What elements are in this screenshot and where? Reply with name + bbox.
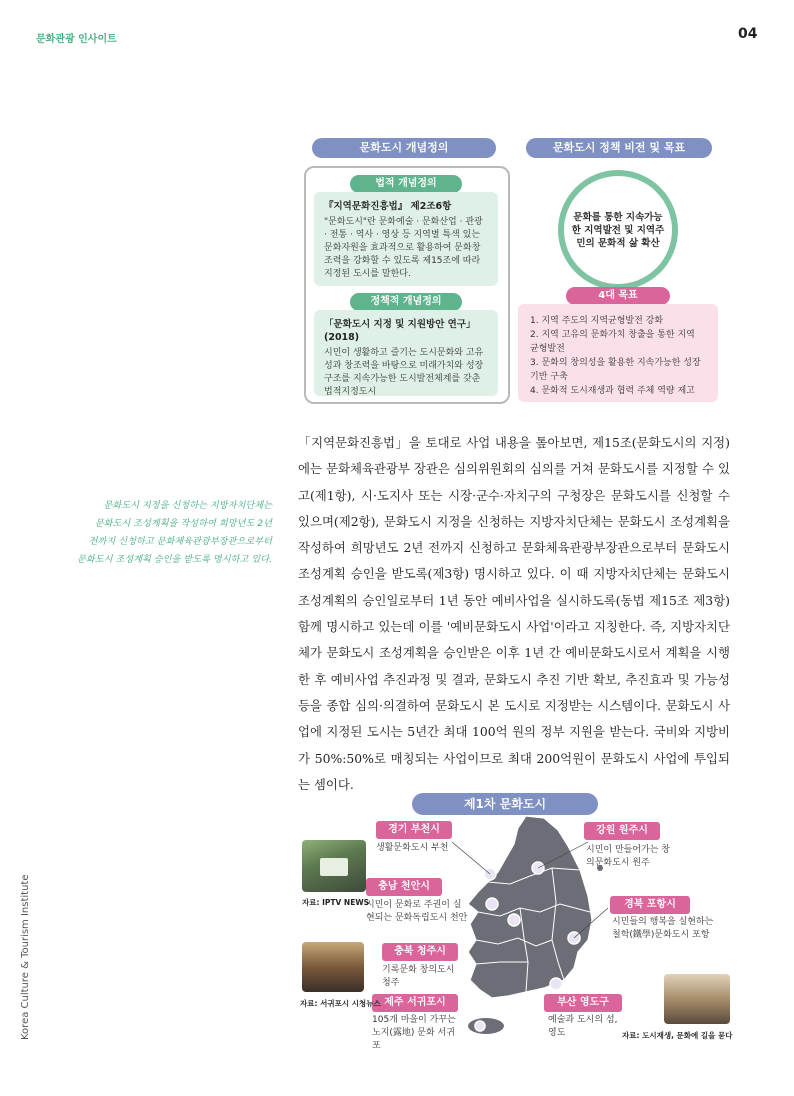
photo-credit: 자료: 서귀포시 시청뉴스 bbox=[300, 999, 381, 1008]
pull-quote-line: 문화도시 조성계획을 작성하여 희망년도 2년 bbox=[94, 518, 272, 529]
goal-item: 2. 지역 고유의 문화가치 창출을 통한 지역 균형발전 bbox=[530, 330, 695, 354]
institute-side-label: Korea Culture & Tourism Institute bbox=[20, 874, 31, 1040]
policy-title: 「문화도시 지정 및 지원방안 연구」(2018) bbox=[324, 319, 476, 343]
goal-item: 1. 지역 주도의 지역균형발전 강화 bbox=[530, 316, 664, 326]
vision-circle bbox=[558, 170, 678, 290]
city-label-wonju: 강원 원주시 bbox=[584, 822, 660, 840]
city-desc-cheonan: 시민이 문화로 주권이 실현되는 문화독립도시 천안 bbox=[366, 900, 468, 923]
policy-box bbox=[314, 310, 498, 396]
concept-title: 문화도시 개념정의 bbox=[312, 138, 496, 158]
photo-credit: 자료: 도시재생, 문화에 길을 묻다 bbox=[622, 1031, 733, 1040]
city-label-yeongdo: 부산 영도구 bbox=[544, 994, 622, 1012]
city-marker-seogwipo bbox=[475, 1021, 485, 1031]
pull-quote-line: 전까지 신청하고 문화체육관광부장관으로부터 bbox=[88, 536, 272, 547]
goal-item: 4. 문화적 도시재생과 협력 주체 역량 제고 bbox=[530, 386, 695, 396]
city-desc-wonju: 시민이 만들어가는 창의문화도시 원주 bbox=[586, 845, 670, 868]
city-label-cheonan: 충남 천안시 bbox=[366, 878, 442, 896]
city-desc-yeongdo: 예술과 도시의 섬, 영도 bbox=[548, 1015, 618, 1038]
page-number: 04 bbox=[738, 26, 758, 42]
city-label-bucheon: 경기 부천시 bbox=[376, 821, 452, 839]
photo-seogwipo bbox=[302, 942, 364, 992]
jeju-island bbox=[468, 1018, 504, 1034]
city-label-seogwipo: 제주 서귀포시 bbox=[372, 994, 458, 1012]
goal-item: 3. 문화의 창의성을 활용한 지속가능한 성장기반 구축 bbox=[530, 358, 701, 382]
body-paragraph: 「지역문화진흥법」을 토대로 사업 내용을 톺아보면, 제15조(문화도시의 지정)에는 문화체육관광부 장관은 심의위원회의 심의를 거쳐 문화도시를 지정할 수 있고(제1항), 시·도지사 또는 시장·군수·자치구의 구청장은 문화도시를 신청할 수 있으며(제2항), 문화도시 지정을 신청하는 지방자치단체는 문화도시 조성계획을 작성하여 희망년도 2년 전까지 신청하고 문화체육관광부장관으로부터 문화도시 조성계획 승인을 받도록(제3항) 명시하고 있다. 이 때 지방자치단체는 문화도시 조성계획의 승인일로부터 1년 동안 예비사업을 실시하도록(동법 제15조 제3항) 함께 명시하고 있는데 이를 '예비문화도시 사업'이라고 지칭한다. 즉, 지방자치단체가 문화도시 조성계획을 승인받은 이후 1년 간 예비문화도시로서 계획을 시행한 후 예비사업 추진과정 및 결과, 문화도시 추진 기반 확보, 추진효과 및 가능성 등을 종합 심의·의결하여 문화도시 본 도시로 지정받는 시스템이다. 문화도시 사업에 지정된 도시는 5년간 최대 100억 원의 정부 지원을 받는다. 국비와 지방비가 50%:50%로 매칭되는 사업이므로 최대 200억원이 문화도시 사업에 투입되는 셈이다. bbox=[298, 435, 730, 792]
city-label-cheongju: 충북 청주시 bbox=[382, 943, 458, 961]
city-marker-cheongju bbox=[508, 914, 520, 926]
legal-text: "문화도시"란 문화예술 · 문화산업 · 관광 · 전통 · 역사 · 영상 등 지역별 특색 있는 문화자원을 효과적으로 활용하여 문화창조력을 강화할 수 있도록 제15조에 따라 지정된 도시를 말한다. bbox=[324, 217, 483, 279]
legal-title: 『지역문화진흥법』 제2조6항 bbox=[324, 201, 452, 212]
vision-circle-text: 문화를 통한 지속가능한 지역발전 및 지역주민의 문화적 삶 확산 bbox=[558, 170, 678, 290]
pull-quote bbox=[60, 497, 272, 569]
city-desc-seogwipo: 105개 마을이 가꾸는 노지(露地) 문화 서귀포 bbox=[372, 1015, 456, 1051]
goals-pill: 4대 목표 bbox=[566, 287, 670, 305]
photo-credit: 자료: IPTV NEWS bbox=[302, 898, 369, 907]
photo-yeongdo bbox=[664, 974, 730, 1024]
policy-text: 시민이 생활하고 즐기는 도시문화와 고유성과 창조력을 바탕으로 미래가치와 성장구조를 지속가능한 도시발전체계를 갖춘 법적지정도시 bbox=[324, 348, 484, 397]
city-desc-pohang: 시민들의 행복을 실현하는 철학(鐵學)문화도시 포항 bbox=[612, 917, 714, 940]
legal-pill: 법적 개념정의 bbox=[350, 175, 462, 193]
city-desc-cheongju: 기록문화 창의도시 청주 bbox=[382, 965, 455, 988]
photo-bucheon bbox=[302, 840, 366, 892]
section-label: 문화관광 인사이트 bbox=[36, 34, 117, 45]
pull-quote-line: 문화도시 지정을 신청하는 지방자치단체는 bbox=[103, 500, 272, 511]
policy-pill: 정책적 개념정의 bbox=[350, 293, 462, 311]
city-marker-yeongdo bbox=[550, 978, 562, 990]
legal-box bbox=[314, 192, 498, 286]
city-label-pohang: 경북 포항시 bbox=[610, 896, 690, 914]
photo-banner bbox=[320, 858, 348, 876]
vision-title: 문화도시 정책 비전 및 목표 bbox=[526, 138, 712, 158]
pull-quote-line: 문화도시 조성계획 승인을 받도록 명시하고 있다. bbox=[76, 554, 272, 565]
goals-box bbox=[518, 304, 718, 402]
map-title: 제1차 문화도시 bbox=[412, 793, 598, 815]
city-desc-bucheon: 생활문화도시 부천 bbox=[376, 843, 449, 853]
city-marker-cheonan bbox=[486, 898, 498, 910]
